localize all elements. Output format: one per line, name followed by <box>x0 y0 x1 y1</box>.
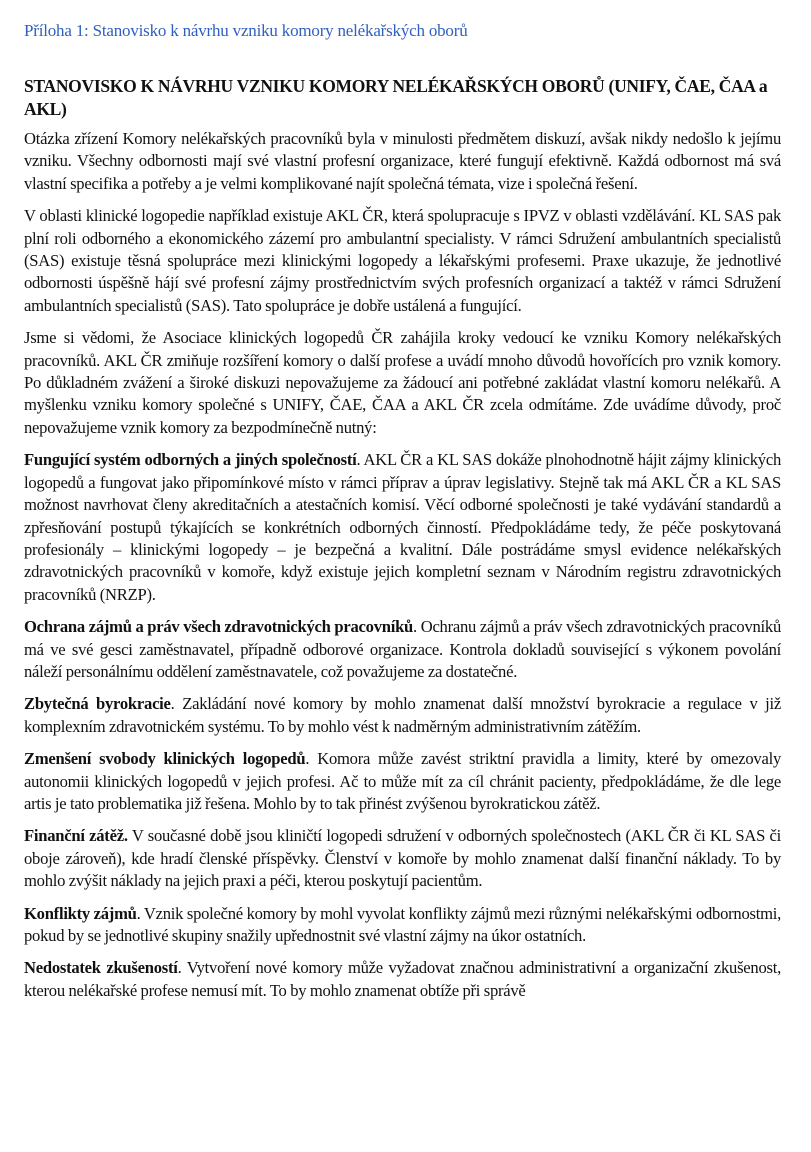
reason-paragraph <box>24 825 781 892</box>
reason-text: . AKL ČR a KL SAS dokáže plnohodnotně hájit zájmy klinických logopedů a fungovat jako připomínkové místo v rámci příprav a úprav legislativy. Stejně tak má AKL ČR a KL SAS možnost navrhovat členy akreditačních a atestačních komisí. Věcí odborné společnosti je také vydávání standardů a zpřesňování postupů týkajících se konkrétních odborných činností. Předpokládáme tedy, že péče poskytovaná profesionály – klinickými logopedy – je bezpečná a kvalitní. Dále postrádáme smysl evidence nelékařských zdravotnických pracovníků v komoře, když existuje jejich kompletní seznam v Národním registru zdravotnických pracovníků (NRZP). <box>24 450 781 604</box>
reason-text: . Zakládání nové komory by mohlo znamenat další množství byrokracie a regulace v již komplexním zdravotnickém systému. To by mohlo vést k nadměrným administrativním zátěžím. <box>24 694 781 736</box>
reason-text: . Komora může zavést striktní pravidla a limity, které by omezovaly autonomii klinických logopedů v jejich profesi. Ač to může mít za cíl chránit pacienty, předpokládáme, že dle lege artis je tato problematika již řešena. Mohlo by to tak přinést zvýšenou byrokratickou zátěž. <box>24 749 781 813</box>
reason-paragraph <box>24 957 781 1002</box>
main-heading: STANOVISKO K NÁVRHU VZNIKU KOMORY NELÉKAŘSKÝCH OBORŮ (UNIFY, ČAE, ČAA a AKL) <box>24 76 768 119</box>
reason-paragraph <box>24 616 781 683</box>
reason-paragraph <box>24 748 781 815</box>
reason-text: . Vytvoření nové komory může vyžadovat značnou administrativní a organizační zkušenost, kterou nelékařské profese nemusí mít. To by mohlo znamenat obtíže při správě <box>24 958 781 1000</box>
reason-lead: Ochrana zájmů a práv všech zdravotnických pracovníků <box>24 617 414 637</box>
reason-text: V současné době jsou kliničtí logopedi sdružení v odborných společnostech (AKL ČR či KL SAS či oboje zároveň), kde hradí členské příspěvky. Členství v komoře by mohlo znamenat další finanční náklady. To by mohlo zvýšit náklady na jejich praxi a péči, kterou poskytují pacientům. <box>24 826 781 891</box>
reason-lead: Finanční zátěž. <box>24 826 128 846</box>
reason-paragraph <box>24 693 781 738</box>
reason-text: . Ochranu zájmů a práv všech zdravotnických pracovníků má ve své gesci zaměstnavatel, případně odborové organizace. Kontrola dokladů související s výkonem povolání náleží personálnímu oddělení zaměstnavatele, což považujeme za dostatečné. <box>24 617 782 681</box>
reason-lead: Nedostatek zkušeností <box>24 958 178 978</box>
intro-paragraph: Jsme si vědomi, že Asociace klinických logopedů ČR zahájila kroky vedoucí ke vzniku Komory nelékařských pracovníků. AKL ČR zmiňuje rozšíření komory o další profese a uvádí mnoho důvodů hovořících pro vznik komory. Po důkladném zvážení a široké diskuzi nepovažujeme za žádoucí ani potřebné zakládat vlastní komoru nelékařů. A myšlenku vzniku komory společné s UNIFY, ČAE, ČAA a AKL ČR zcela odmítáme. Zde uvádíme důvody, proč nepovažujeme vznik komory za bezpodmínečně nutný: <box>24 328 781 437</box>
intro-paragraph: V oblasti klinické logopedie například existuje AKL ČR, která spolupracuje s IPVZ v oblasti vzdělávání. KL SAS pak plní roli odborného a ekonomického zázemí pro ambulantní specialisty. V rámci Sdružení ambulantních specialistů (SAS) existuje těsná spolupráce mezi klinickými logopedy a lékařskými profesemi. Praxe ukazuje, že jednotlivé odbornosti úspěšně hájí své profesní zájmy prostřednictvím svých profesních organizací a taktéž v rámci Sdružení ambulantních specialistů (SAS). Tato spolupráce je dobře ustálená a fungující. <box>24 206 781 315</box>
reason-lead: Zbytečná byrokracie <box>24 694 171 714</box>
appendix-title: Příloha 1: Stanovisko k návrhu vzniku komory nelékařských oborů <box>24 21 468 40</box>
intro-paragraph: Otázka zřízení Komory nelékařských pracovníků byla v minulosti předmětem diskuzí, avšak nikdy nedošlo k jejímu vzniku. Všechny odbornosti mají své vlastní profesní organizace, které fungují efektivně. Každá odbornost má svá vlastní specifika a potřeby a je velmi komplikované najít společná témata, vize i společná řešení. <box>24 129 781 193</box>
reason-text: . Vznik společné komory by mohl vyvolat konflikty zájmů mezi různými nelékařskými odbornostmi, pokud by se jednotlivé skupiny snažily upřednostnit své vlastní zájmy na úkor ostatních. <box>24 903 781 945</box>
reason-lead: Konflikty zájmů <box>24 903 137 923</box>
reason-paragraph <box>24 449 781 606</box>
reason-lead: Zmenšení svobody klinických logopedů <box>24 749 306 769</box>
reason-paragraph <box>24 903 781 948</box>
reason-lead: Fungující systém odborných a jiných společností <box>24 450 357 470</box>
